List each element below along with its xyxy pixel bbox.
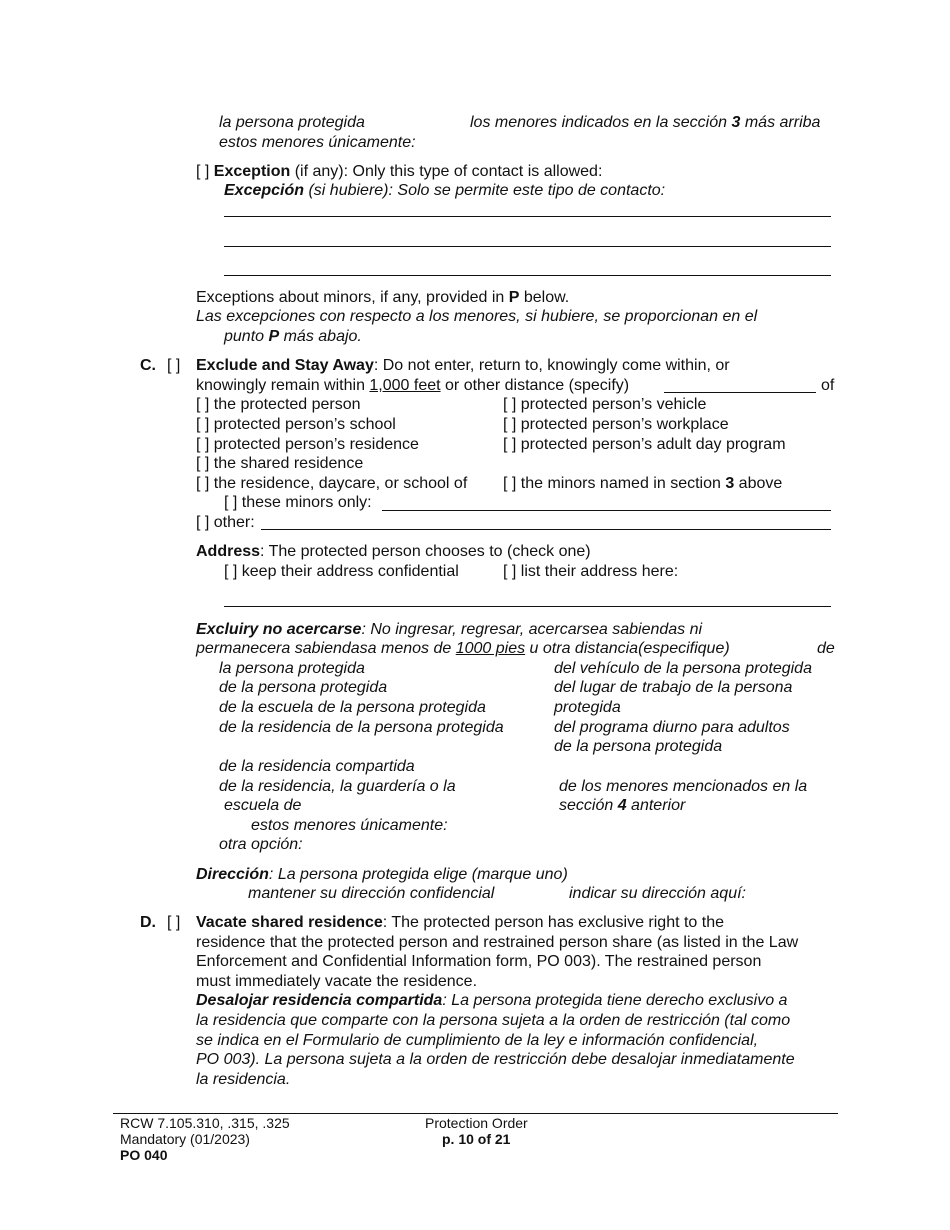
- distance-specify-blank[interactable]: [664, 392, 816, 393]
- es-option-workplace-2: protegida: [554, 699, 621, 716]
- section-c-title-line: Exclude and Stay Away: Do not enter, return to, knowingly come within, or: [196, 357, 730, 374]
- es-option-residence: de la residencia de la persona protegida: [219, 719, 504, 736]
- exception-blank-3[interactable]: [224, 275, 831, 276]
- es-option-vehicle: del vehículo de la persona protegida: [554, 660, 812, 677]
- section-d-es-line-2: la residencia que comparte con la persona sujeta a la orden de restricción (tal como: [196, 1012, 791, 1029]
- footer-title: Protection Order: [425, 1115, 528, 1131]
- es-option-daycare-2: escuela de: [224, 797, 302, 814]
- option-protected-person[interactable]: [ ] the protected person: [196, 396, 361, 413]
- section-d-line-3: Enforcement and Confidential Information form, PO 003). The restrained person: [196, 953, 762, 970]
- exception-checkbox[interactable]: [ ]: [196, 163, 210, 180]
- es-distance-line: permanecera sabiendasa menos de 1000 pies u otra distancia(especifique): [196, 640, 730, 657]
- es-option-minors-2: sección 4 anterior: [559, 797, 686, 814]
- es-option-minors-1: de los menores mencionados en la: [559, 778, 808, 795]
- exception-blank-2[interactable]: [224, 246, 831, 247]
- section-d-line-2: residence that the protected person and restrained person share (as listed in the Law: [196, 934, 799, 951]
- address-line: Address: The protected person chooses to (check one): [196, 543, 591, 560]
- es-option-adult-program-2: de la persona protegida: [554, 738, 723, 755]
- es-exclude-title-line: Excluiry no acercarse: No ingresar, regresar, acercarsea sabiendas ni: [196, 621, 703, 638]
- es-minors-above: los menores indicados en la sección 3 más arriba: [470, 114, 821, 131]
- these-minors-blank[interactable]: [382, 510, 831, 511]
- option-minors-named[interactable]: [ ] the minors named in section 3 above: [503, 475, 783, 492]
- address-list-option[interactable]: [ ] list their address here:: [503, 563, 679, 580]
- es-option-other: otra opción:: [219, 836, 303, 853]
- section-d-es-title-line: Desalojar residencia compartida: La persona protegida tiene derecho exclusivo a: [196, 992, 788, 1009]
- other-blank[interactable]: [261, 529, 831, 530]
- es-option-shared-residence: de la residencia compartida: [219, 758, 415, 775]
- es-option-daycare-1: de la residencia, la guardería o la: [219, 778, 456, 795]
- exception-blank-1[interactable]: [224, 216, 831, 217]
- distance-of: of: [821, 377, 835, 394]
- es-address-confidential: mantener su dirección confidencial: [248, 885, 495, 902]
- es-option-adult-program-1: del programa diurno para adultos: [554, 719, 790, 736]
- exception-line: [ ] Exception (if any): Only this type of contact is allowed:: [196, 163, 603, 180]
- option-residence-daycare-school[interactable]: [ ] the residence, daycare, or school of: [196, 475, 468, 492]
- es-address-line: Dirección: La persona protegida elige (marque uno): [196, 866, 568, 883]
- option-workplace[interactable]: [ ] protected person’s workplace: [503, 416, 729, 433]
- es-option-of-protected-person: de la persona protegida: [219, 679, 388, 696]
- minors-note-es-1: Las excepciones con respecto a los menores, si hubiere, se proporcionan en el: [196, 308, 758, 325]
- section-d-letter: D.: [140, 914, 156, 931]
- footer-rule: [113, 1113, 838, 1114]
- es-protected-person: la persona protegida: [219, 114, 365, 131]
- minors-note-en: Exceptions about minors, if any, provided in P below.: [196, 289, 570, 306]
- option-residence[interactable]: [ ] protected person’s residence: [196, 436, 419, 453]
- section-d-line-4: must immediately vacate the residence.: [196, 973, 478, 990]
- section-d-checkbox[interactable]: [ ]: [167, 914, 181, 931]
- address-blank[interactable]: [224, 606, 831, 607]
- section-c-letter: C.: [140, 357, 156, 374]
- minors-note-es-2: punto P más abajo.: [224, 328, 362, 345]
- section-c-distance-line: knowingly remain within 1,000 feet or other distance (specify): [196, 377, 630, 394]
- option-school[interactable]: [ ] protected person’s school: [196, 416, 396, 433]
- option-adult-day-program[interactable]: [ ] protected person’s adult day program: [503, 436, 786, 453]
- option-shared-residence[interactable]: [ ] the shared residence: [196, 455, 364, 472]
- footer-page: p. 10 of 21: [442, 1131, 511, 1147]
- address-confidential-option[interactable]: [ ] keep their address confidential: [224, 563, 459, 580]
- footer-form-number: PO 040: [120, 1147, 168, 1163]
- section-d-es-line-4: PO 003). La persona sujeta a la orden de restricción debe desalojar inmediatamente: [196, 1051, 795, 1068]
- es-option-protected-person: la persona protegida: [219, 660, 365, 677]
- es-these-minors: estos menores únicamente:: [219, 134, 416, 151]
- section-d-title-line: Vacate shared residence: The protected person has exclusive right to the: [196, 914, 725, 931]
- section-c-checkbox[interactable]: [ ]: [167, 357, 181, 374]
- footer-rcw: RCW 7.105.310, .315, .325: [120, 1115, 290, 1131]
- es-address-list: indicar su dirección aquí:: [569, 885, 746, 902]
- footer-mandatory: Mandatory (01/2023): [120, 1131, 250, 1147]
- es-distance-de: de: [817, 640, 835, 657]
- option-these-minors[interactable]: [ ] these minors only:: [224, 494, 372, 511]
- option-vehicle[interactable]: [ ] protected person’s vehicle: [503, 396, 707, 413]
- section-d-es-line-3: se indica en el Formulario de cumplimiento de la ley e información confidencial,: [196, 1032, 759, 1049]
- option-other[interactable]: [ ] other:: [196, 514, 255, 531]
- es-option-school: de la escuela de la persona protegida: [219, 699, 486, 716]
- es-option-workplace-1: del lugar de trabajo de la persona: [554, 679, 793, 696]
- section-d-es-line-5: la residencia.: [196, 1071, 291, 1088]
- exception-es-line: Excepción (si hubiere): Solo se permite este tipo de contacto:: [224, 182, 666, 199]
- es-option-these-minors: estos menores únicamente:: [251, 817, 448, 834]
